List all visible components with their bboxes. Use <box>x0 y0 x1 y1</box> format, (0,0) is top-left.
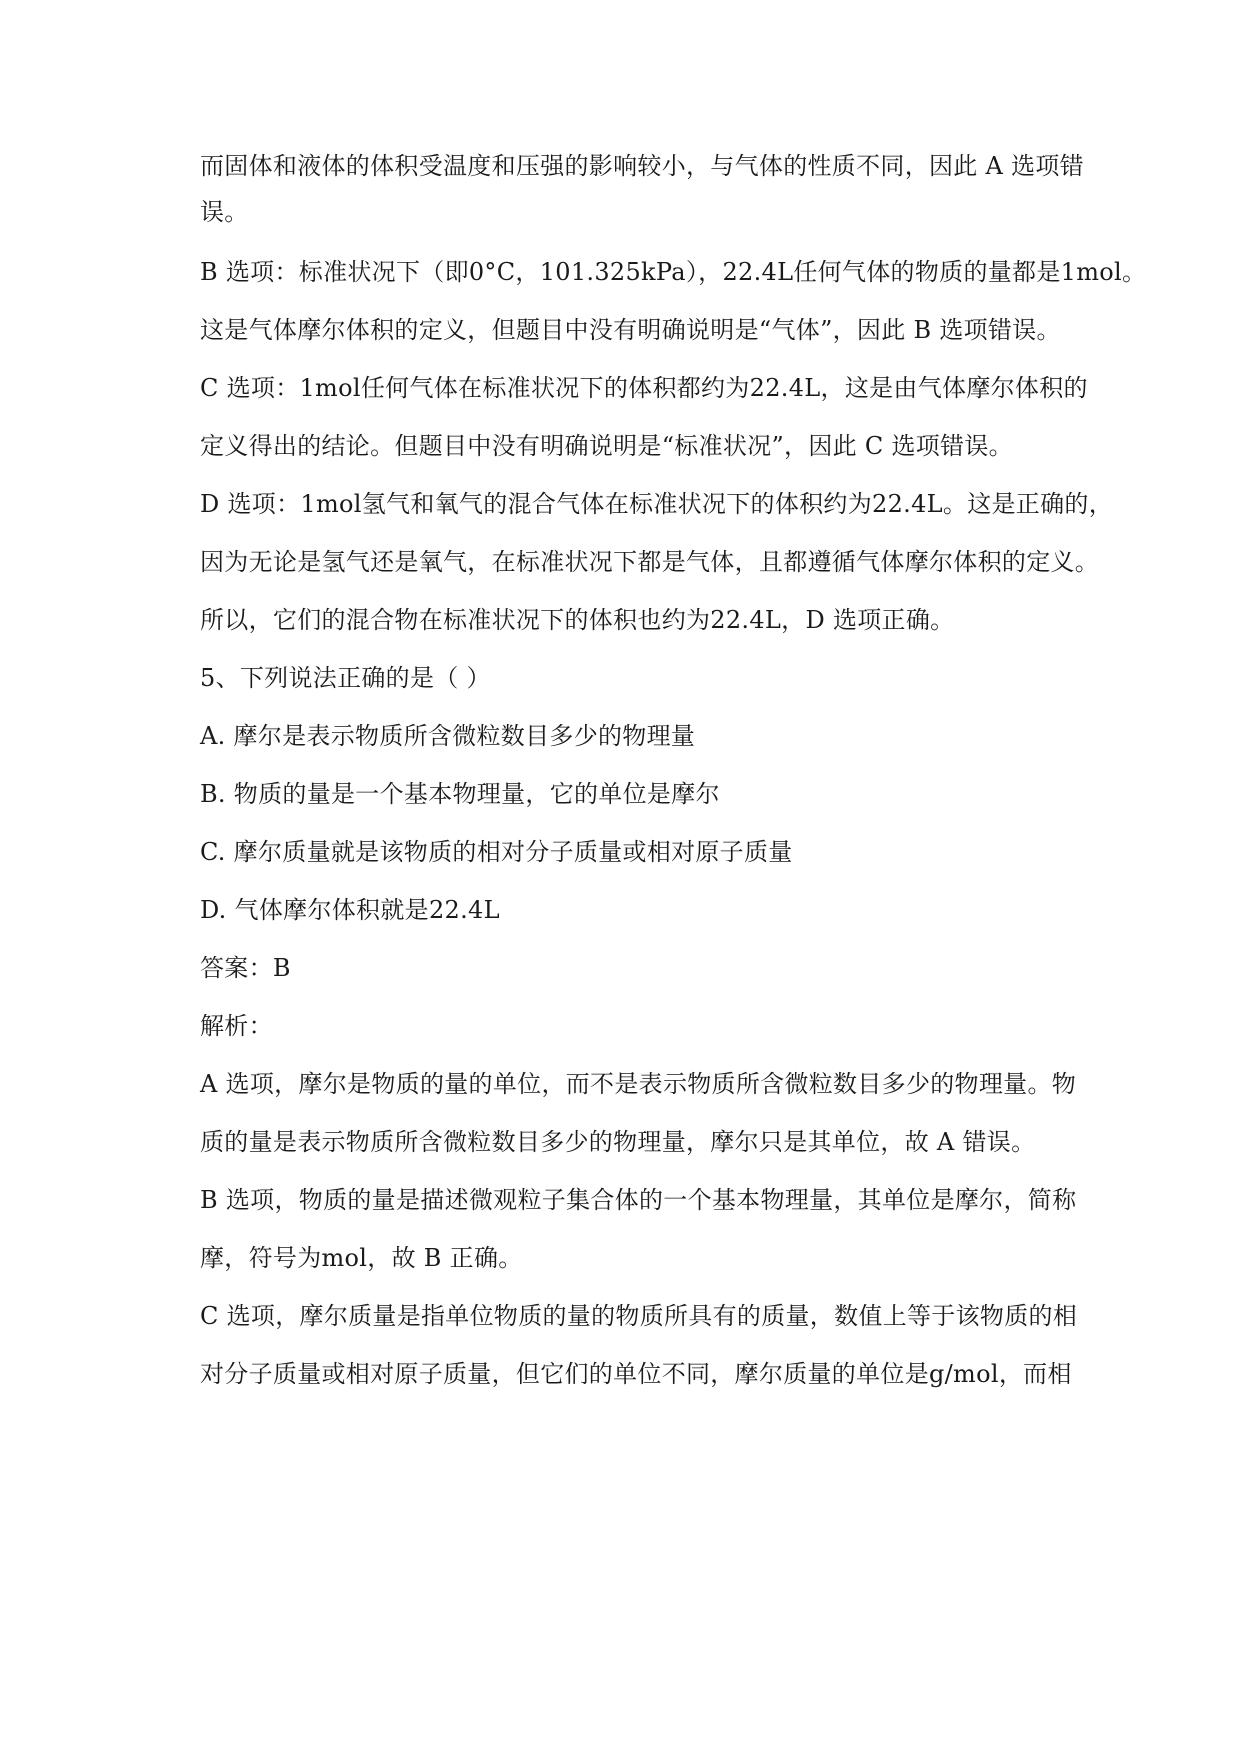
text-line: 而固体和液体的体积受温度和压强的影响较小，与气体的性质不同，因此 A 选项错 <box>200 152 1084 180</box>
text-line: C 选项，摩尔质量是指单位物质的量的物质所具有的质量，数值上等于该物质的相 <box>200 1302 1078 1330</box>
answer-line: 答案：B <box>200 954 291 982</box>
text-line: 误。 <box>200 198 249 226</box>
option-c: C. 摩尔质量就是该物质的相对分子质量或相对原子质量 <box>200 838 793 866</box>
text-line: 因为无论是氢气还是氧气，在标准状况下都是气体，且都遵循气体摩尔体积的定义。 <box>200 548 1100 576</box>
text-line: D 选项：1mol氢气和氧气的混合气体在标准状况下的体积约为22.4L。这是正确的， <box>200 490 1113 518</box>
text-line: 所以，它们的混合物在标准状况下的体积也约为22.4L，D 选项正确。 <box>200 606 955 634</box>
analysis-heading: 解析： <box>200 1012 273 1040</box>
text-line: 定义得出的结论。但题目中没有明确说明是“标准状况”，因此 C 选项错误。 <box>200 432 1013 460</box>
text-line: 对分子质量或相对原子质量，但它们的单位不同，摩尔质量的单位是g/mol，而相 <box>200 1360 1072 1388</box>
text-line: A 选项，摩尔是物质的量的单位，而不是表示物质所含微粒数目多少的物理量。物 <box>200 1070 1077 1098</box>
text-line: 这是气体摩尔体积的定义，但题目中没有明确说明是“气体”，因此 B 选项错误。 <box>200 316 1061 344</box>
text-line: B 选项：标准状况下（即0°C，101.325kPa），22.4L任何气体的物质的量都是1mol。 <box>200 258 1147 286</box>
text-line: 质的量是表示物质所含微粒数目多少的物理量，摩尔只是其单位，故 A 错误。 <box>200 1128 1036 1156</box>
text-line: 摩，符号为mol，故 B 正确。 <box>200 1244 523 1272</box>
option-a: A. 摩尔是表示物质所含微粒数目多少的物理量 <box>200 722 696 750</box>
text-line: C 选项：1mol任何气体在标准状况下的体积都约为22.4L，这是由气体摩尔体积的 <box>200 374 1088 402</box>
question-title: 5、下列说法正确的是（ ） <box>200 664 491 692</box>
text-line: B 选项，物质的量是描述微观粒子集合体的一个基本物理量，其单位是摩尔，简称 <box>200 1186 1077 1214</box>
option-d: D. 气体摩尔体积就是22.4L <box>200 896 500 924</box>
option-b: B. 物质的量是一个基本物理量，它的单位是摩尔 <box>200 780 720 808</box>
